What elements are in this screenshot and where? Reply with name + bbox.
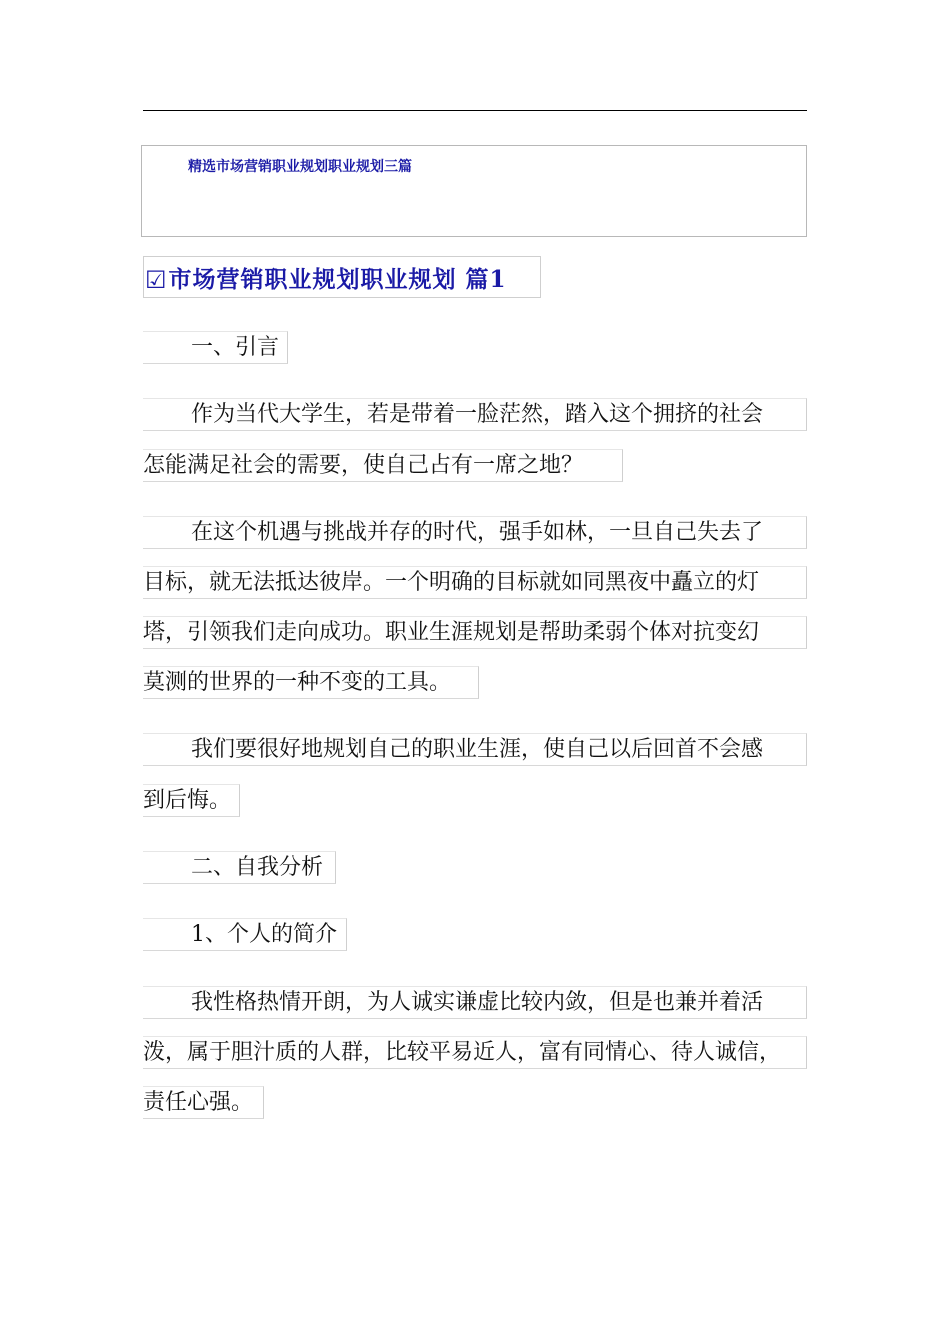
paragraph-line: 塔，引领我们走向成功。职业生涯规划是帮助柔弱个体对抗变幻 — [143, 616, 807, 649]
paragraph-line: 1、个人的简介 — [143, 918, 347, 951]
paragraph-line: 莫测的世界的一种不变的工具。 — [143, 666, 479, 699]
paragraph-line: 我性格热情开朗，为人诚实谦虚比较内敛，但是也兼并着活 — [143, 986, 807, 1019]
paragraph-line: 在这个机遇与挑战并存的时代，强手如林，一旦自己失去了 — [143, 516, 807, 549]
paragraph-line: 二、自我分析 — [143, 851, 336, 884]
paragraph-line: 一、引言 — [143, 331, 288, 364]
document-title: 精选市场营销职业规划职业规划三篇 — [188, 159, 412, 175]
document-title-box — [141, 145, 807, 237]
paragraph-line: 作为当代大学生，若是带着一脸茫然，踏入这个拥挤的社会 — [143, 398, 807, 431]
checkbox-icon: ☑ — [145, 266, 167, 294]
section-heading-text: 市场营销职业规划职业规划 篇1 — [168, 265, 507, 293]
paragraph-line: 到后悔。 — [143, 784, 240, 817]
top-rule — [143, 110, 807, 111]
paragraph-line: 目标，就无法抵达彼岸。一个明确的目标就如同黑夜中矗立的灯 — [143, 566, 807, 599]
paragraph-line: 我们要很好地规划自己的职业生涯，使自己以后回首不会感 — [143, 733, 807, 766]
section-heading — [143, 256, 541, 298]
paragraph-line: 责任心强。 — [143, 1086, 264, 1119]
paragraph-line: 怎能满足社会的需要，使自己占有一席之地？ — [143, 449, 623, 482]
paragraph-line: 泼，属于胆汁质的人群，比较平易近人，富有同情心、待人诚信， — [143, 1036, 807, 1069]
